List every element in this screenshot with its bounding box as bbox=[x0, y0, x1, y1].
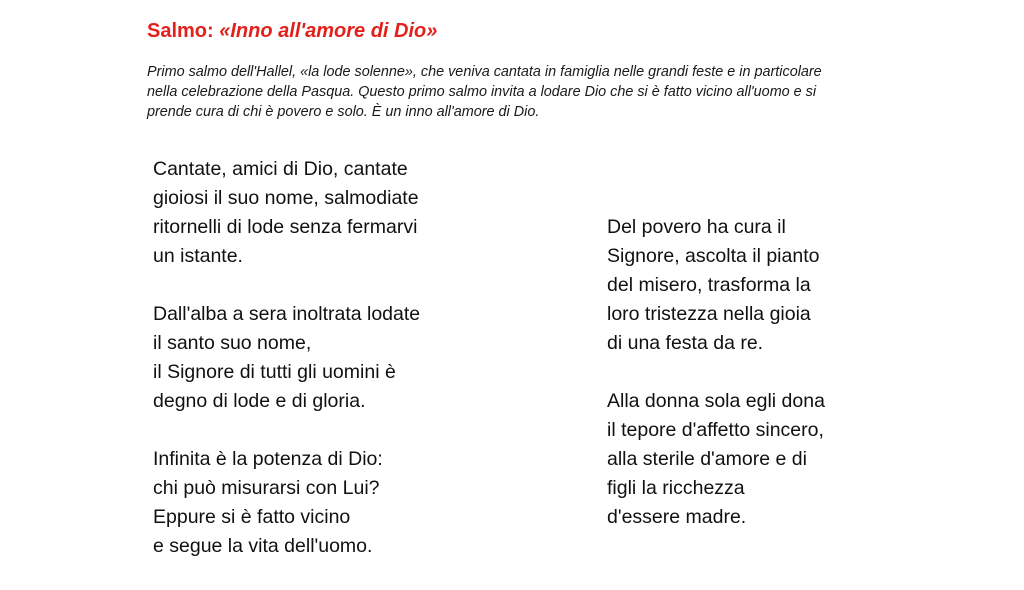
stanza bbox=[153, 445, 420, 561]
verse-line: Eppure si è fatto vicino bbox=[153, 506, 351, 528]
stanza bbox=[607, 387, 825, 532]
verse-line: figli la ricchezza bbox=[607, 477, 745, 499]
verse-line: Infinita è la potenza di Dio: bbox=[153, 448, 383, 470]
stanza bbox=[153, 300, 420, 416]
verse-line: un istante. bbox=[153, 245, 243, 267]
verse-line: Alla donna sola egli dona bbox=[607, 390, 825, 412]
verse-line: Del povero ha cura il bbox=[607, 216, 786, 238]
verse-line: e segue la vita dell'uomo. bbox=[153, 535, 373, 557]
verse-line: Cantate, amici di Dio, cantate bbox=[153, 158, 408, 180]
psalm-title bbox=[147, 20, 437, 43]
verse-line: chi può misurarsi con Lui? bbox=[153, 477, 380, 499]
verse-line: loro tristezza nella gioia bbox=[607, 303, 811, 325]
verse-line: alla sterile d'amore e di bbox=[607, 448, 807, 470]
verse-line: d'essere madre. bbox=[607, 506, 747, 528]
verse-line: di una festa da re. bbox=[607, 332, 764, 354]
psalm-introduction bbox=[147, 62, 947, 122]
verse-line: Dall'alba a sera inoltrata lodate bbox=[153, 303, 421, 325]
stanza bbox=[153, 155, 420, 271]
poem-right-column bbox=[607, 213, 825, 561]
psalm-title-subject: «Inno all'amore di Dio» bbox=[219, 20, 438, 42]
intro-line: Primo salmo dell'Hallel, «la lode solenne», che veniva cantata in famiglia nelle grandi feste e in particolare bbox=[147, 64, 822, 80]
verse-line: degno di lode e di gloria. bbox=[153, 390, 366, 412]
verse-line: del misero, trasforma la bbox=[607, 274, 811, 296]
verse-line: ritornelli di lode senza fermarvi bbox=[153, 216, 418, 238]
poem-left-column bbox=[153, 155, 420, 590]
psalm-title-label: Salmo: bbox=[147, 20, 220, 42]
intro-line: prende cura di chi è povero e solo. È un inno all'amore di Dio. bbox=[147, 104, 540, 120]
verse-line: gioiosi il suo nome, salmodiate bbox=[153, 187, 419, 209]
verse-line: il Signore di tutti gli uomini è bbox=[153, 361, 396, 383]
verse-line: il tepore d'affetto sincero, bbox=[607, 419, 824, 441]
intro-line: nella celebrazione della Pasqua. Questo primo salmo invita a lodare Dio che si è fatto vicino all'uomo e si bbox=[147, 84, 817, 100]
verse-line: il santo suo nome, bbox=[153, 332, 312, 354]
verse-line: Signore, ascolta il pianto bbox=[607, 245, 820, 267]
stanza bbox=[607, 213, 825, 358]
